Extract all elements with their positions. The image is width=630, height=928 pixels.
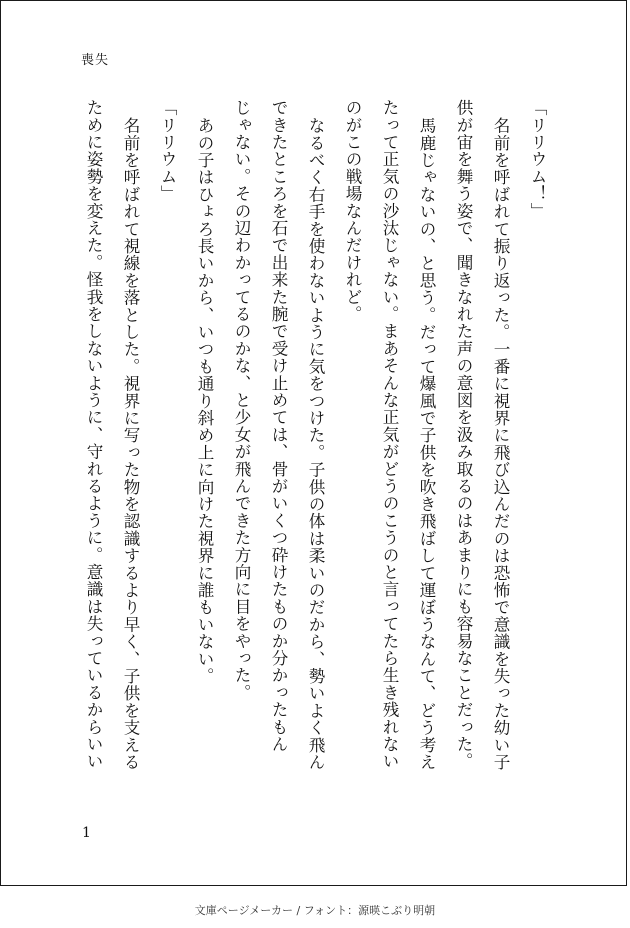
text-line: 「リリウム！」 (528, 99, 547, 220)
text-line: 名前を呼ばれて振り返った。一番に視界に飛び込んだのは恐怖で意識を失った幼い子 (491, 117, 510, 771)
text-line: 「リリウム」 (158, 99, 177, 203)
text-line: たって正気の沙汰じゃない。まあそんな正気がどうのこうのと言ってたら生き残れない (380, 99, 399, 770)
footer-credit: 文庫ページメーカー / フォント：源暎こぶり明朝 (194, 904, 436, 917)
text-line: じゃない。その辺わかってるのかな、と少女が飛んできた方向に目をやった。 (232, 99, 251, 701)
chapter-title: 喪失 (81, 53, 110, 68)
text-line: あの子はひょろ長いから、いつも通り斜め上に向けた視界に誰もいない。 (195, 117, 214, 685)
page-number: 1 (82, 825, 91, 841)
text-line: なるべく右手を使わないように気をつけた。子供の体は柔いのだから、勢いよく飛ん (306, 117, 325, 771)
text-line: 馬鹿じゃないの、と思う。だって爆風で子供を吹き飛ばして運ぼうなんて、どう考え (417, 117, 436, 771)
text-line: ために姿勢を変えた。怪我をしないように、守れるように。意識は失っているからいい (84, 99, 103, 770)
text-line: のがこの戦場なんだけれど。 (343, 99, 362, 323)
text-line: できたところを石で出来た腕で受け止めては、骨がいくつ砕けたものか分かったもん (269, 99, 288, 753)
text-line: 供が宙を舞う姿で、聞きなれた声の意図を汲み取るのはあまりにも容易なことだった。 (454, 99, 473, 770)
text-line: 名前を呼ばれて視線を落とした。視界に写った物を認識するより早く、子供を支える (121, 117, 140, 771)
vertical-text-body (71, 99, 549, 799)
